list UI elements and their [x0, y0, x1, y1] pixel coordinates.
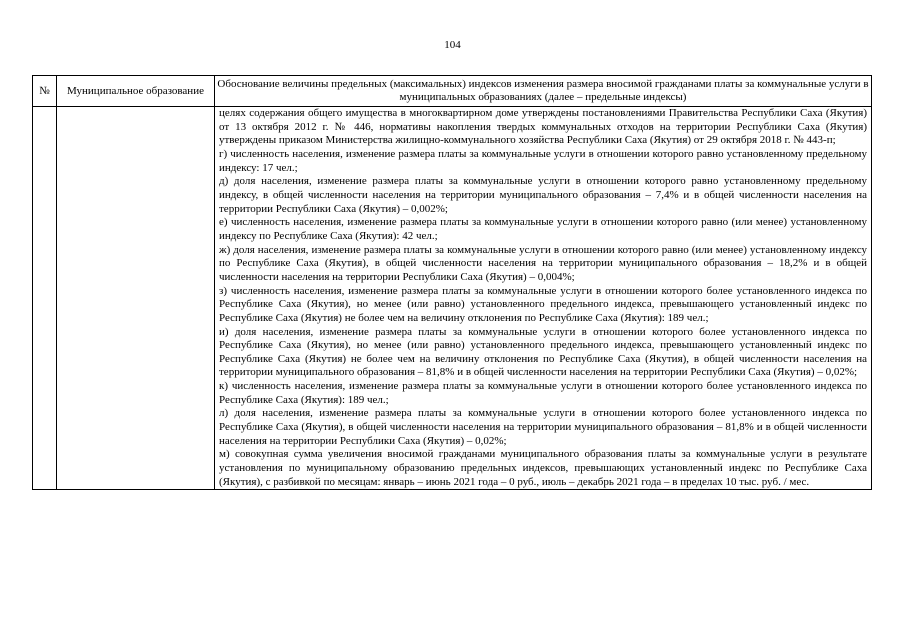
paragraph-k: к) численность населения, изменение размера платы за коммунальные услуги в отношении которого более установленного индекса по Республике Саха (Якутия): 189 чел.; — [219, 380, 867, 406]
row-number-cell — [33, 107, 57, 490]
row-municipality-cell — [57, 107, 215, 490]
paragraph-i: и) доля населения, изменение размера платы за коммунальные услуги в отношении которого более установленного индекса по Республике Саха (Якутия), но менее (или равно) установленного предельного индекса, превышающего установленный индекс по Республике Саха (Якутия) не более чем на величину отклонения по Республике Саха (Якутия), в общей численности населения на территории муниципального образования – 81,8% и в общей численности населения на территории Республики Саха (Якутия) – 0,02%; — [219, 325, 867, 379]
table-row — [33, 107, 872, 490]
paragraph-zh: ж) доля населения, изменение размера платы за коммунальные услуги в отношении которого равно (или менее) установленному индексу по Республике Саха (Якутия), в общей численности населения на территории муниципального образования – 18,2% и в общей численности населения на территории Республики Саха (Якутия) – 0,004%; — [219, 243, 867, 283]
row-justification-cell — [215, 107, 872, 490]
justification-table — [32, 75, 872, 490]
paragraph-e: е) численность населения, изменение размера платы за коммунальные услуги в отношении которого равно (или менее) установленному индексу по Республике Саха (Якутия): 42 чел.; — [219, 216, 867, 242]
paragraph-d: д) доля населения, изменение размера платы за коммунальные услуги в отношении которого равно установленному предельному индексу, в общей численности населения на территории муниципального образования – 7,4% и в общей численности населения на территории Республики Саха (Якутия) – 0,002%; — [219, 175, 867, 215]
header-municipality: Муниципальное образование — [57, 76, 215, 107]
paragraph-m: м) совокупная сумма увеличения вносимой гражданами муниципального образования платы за коммунальные услуги в результате установления по муниципальному образованию предельных индексов, превышающих установленный индекс по Республике Саха (Якутия), с разбивкой по месяцам: январь – июнь 2021 года – 0 руб., июль – декабрь 2021 года – в пределах 10 тыс. руб. / мес. — [219, 448, 867, 488]
paragraph-continuation: целях содержания общего имущества в многоквартирном доме утверждены постановлениями Правительства Республики Саха (Якутия) от 13 октября 2012 г. № 446, нормативы накопления твердых коммунальных отходов на территории Республики Саха (Якутия) утверждены приказом Министерства жилищно-коммунального хозяйства Республики Саха (Якутия) от 29 октября 2018 г. № 443-п; — [219, 107, 867, 147]
table-header-row — [33, 76, 872, 107]
header-justification: Обоснование величины предельных (максимальных) индексов изменения размера вносимой гражданами платы за коммунальные услуги в муниципальных образованиях (далее – предельные индексы) — [215, 76, 872, 107]
page-number: 104 — [444, 39, 461, 51]
header-number: № — [33, 76, 57, 107]
paragraph-l: л) доля населения, изменение размера платы за коммунальные услуги в отношении которого более установленного индекса по Республике Саха (Якутия), в общей численности населения на территории муниципального образования – 81,8% и в общей численности населения на территории Республики Саха (Якутия) – 0,02%; — [219, 407, 867, 447]
paragraph-g: г) численность населения, изменение размера платы за коммунальные услуги в отношении которого равно установленному предельному индексу: 17 чел.; — [219, 147, 867, 174]
paragraph-z: з) численность населения, изменение размера платы за коммунальные услуги в отношении которого более установленного индекса по Республике Саха (Якутия), но менее (или равно) установленного предельного индекса, превышающего установленный индекс по Республике Саха (Якутия) не более чем на величину отклонения по Республике Саха (Якутия): 189 чел.; — [219, 284, 867, 324]
